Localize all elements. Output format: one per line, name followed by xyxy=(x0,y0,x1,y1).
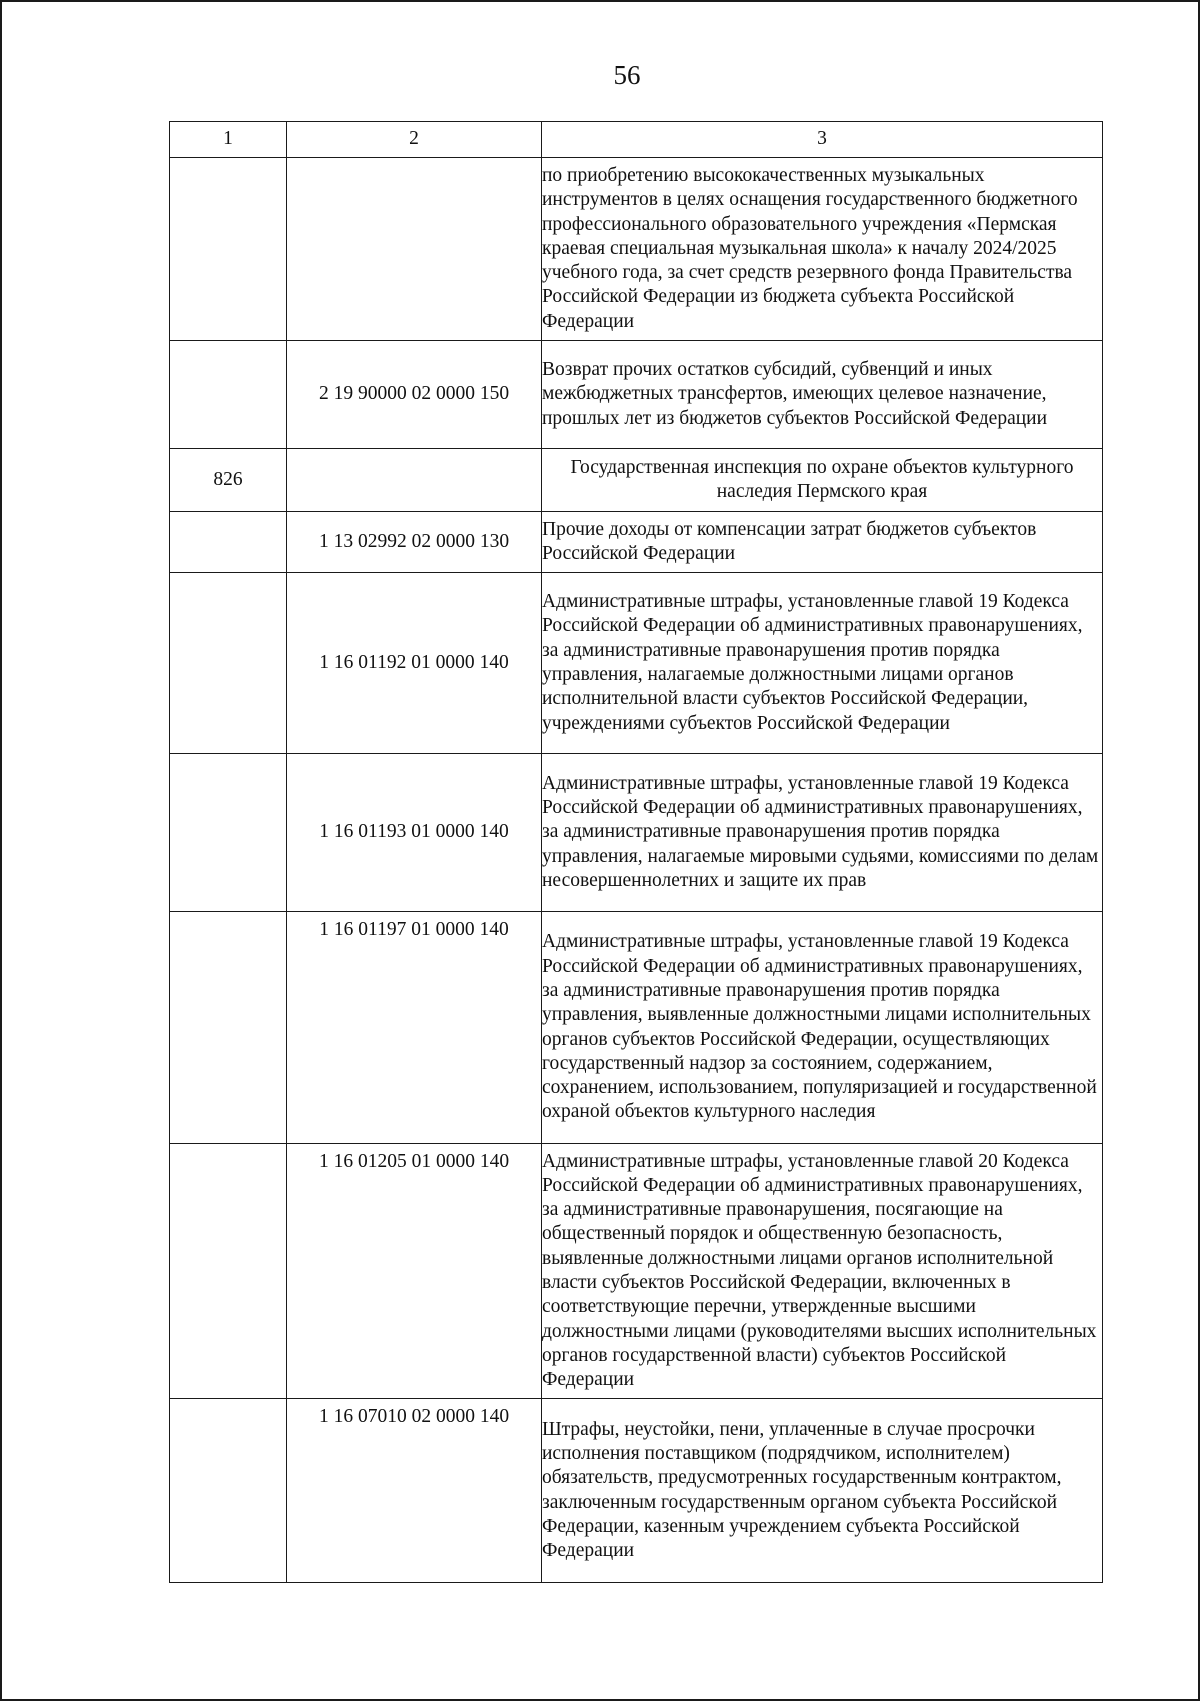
admin-code-cell xyxy=(170,158,287,341)
admin-code-cell xyxy=(170,512,287,573)
revenue-code-cell: 1 16 07010 02 0000 140 xyxy=(287,1399,542,1583)
revenue-code-cell: 1 13 02992 02 0000 130 xyxy=(287,512,542,573)
table-row xyxy=(170,1144,1103,1399)
revenue-code-cell: 1 16 01205 01 0000 140 xyxy=(287,1144,542,1399)
department-name-cell: Государственная инспекция по охране объектов культурного наследия Пермского края xyxy=(542,449,1103,512)
admin-code-cell xyxy=(170,1144,287,1399)
table-row xyxy=(170,573,1103,754)
revenue-code-cell xyxy=(287,449,542,512)
admin-code-cell xyxy=(170,341,287,449)
description-cell: Прочие доходы от компенсации затрат бюджетов субъектов Российской Федерации xyxy=(542,512,1103,573)
header-cell-3: 3 xyxy=(542,122,1103,158)
admin-code-cell xyxy=(170,912,287,1144)
description-cell: Возврат прочих остатков субсидий, субвенций и иных межбюджетных трансфертов, имеющих целевое назначение, прошлых лет из бюджетов субъектов Российской Федерации xyxy=(542,341,1103,449)
table-row xyxy=(170,158,1103,341)
revenue-table xyxy=(169,121,1103,1583)
description-cell: Административные штрафы, установленные главой 20 Кодекса Российской Федерации об административных правонарушениях, за административные правонарушения, посягающие на общественный порядок и общественную безопасность, выявленные должностными лицами органов исполнительной власти субъектов Российской Федерации, включенных в соответствующие перечни, утвержденные высшими должностными лицами (руководителями высших исполнительных органов государственной власти) субъектов Российской Федерации xyxy=(542,1144,1103,1399)
description-cell: Административные штрафы, установленные главой 19 Кодекса Российской Федерации об административных правонарушениях, за административные правонарушения против порядка управления, налагаемые должностными лицами органов исполнительной власти субъектов Российской Федерации, учреждениями субъектов Российской Федерации xyxy=(542,573,1103,754)
admin-code-cell: 826 xyxy=(170,449,287,512)
revenue-code-cell: 1 16 01193 01 0000 140 xyxy=(287,754,542,912)
revenue-code-cell xyxy=(287,158,542,341)
revenue-code-cell: 2 19 90000 02 0000 150 xyxy=(287,341,542,449)
description-cell: по приобретению высококачественных музыкальных инструментов в целях оснащения государственного бюджетного профессионального образовательного учреждения «Пермская краевая специальная музыкальная школа» к началу 2024/2025 учебного года, за счет средств резервного фонда Правительства Российской Федерации из бюджета субъекта Российской Федерации xyxy=(542,158,1103,341)
admin-code-cell xyxy=(170,1399,287,1583)
revenue-code-cell: 1 16 01197 01 0000 140 xyxy=(287,912,542,1144)
table-row xyxy=(170,512,1103,573)
table-row xyxy=(170,912,1103,1144)
table-row xyxy=(170,341,1103,449)
description-cell: Административные штрафы, установленные главой 19 Кодекса Российской Федерации об административных правонарушениях, за административные правонарушения против порядка управления, выявленные должностными лицами исполнительных органов субъектов Российской Федерации, осуществляющих государственный надзор за состоянием, содержанием, сохранением, использованием, популяризацией и государственной охраной объектов культурного наследия xyxy=(542,912,1103,1144)
admin-code-cell xyxy=(170,754,287,912)
description-cell: Штрафы, неустойки, пени, уплаченные в случае просрочки исполнения поставщиком (подрядчиком, исполнителем) обязательств, предусмотренных государственным контрактом, заключенным государственным органом субъекта Российской Федерации, казенным учреждением субъекта Российской Федерации xyxy=(542,1399,1103,1583)
admin-code-cell xyxy=(170,573,287,754)
table-row xyxy=(170,1399,1103,1583)
table-row xyxy=(170,449,1103,512)
table-row xyxy=(170,754,1103,912)
header-cell-1: 1 xyxy=(170,122,287,158)
header-cell-2: 2 xyxy=(287,122,542,158)
description-cell: Административные штрафы, установленные главой 19 Кодекса Российской Федерации об административных правонарушениях, за административные правонарушения против порядка управления, налагаемые мировыми судьями, комиссиями по делам несовершеннолетних и защите их прав xyxy=(542,754,1103,912)
page-number: 56 xyxy=(613,60,641,90)
table-header-row xyxy=(170,122,1103,158)
revenue-code-cell: 1 16 01192 01 0000 140 xyxy=(287,573,542,754)
